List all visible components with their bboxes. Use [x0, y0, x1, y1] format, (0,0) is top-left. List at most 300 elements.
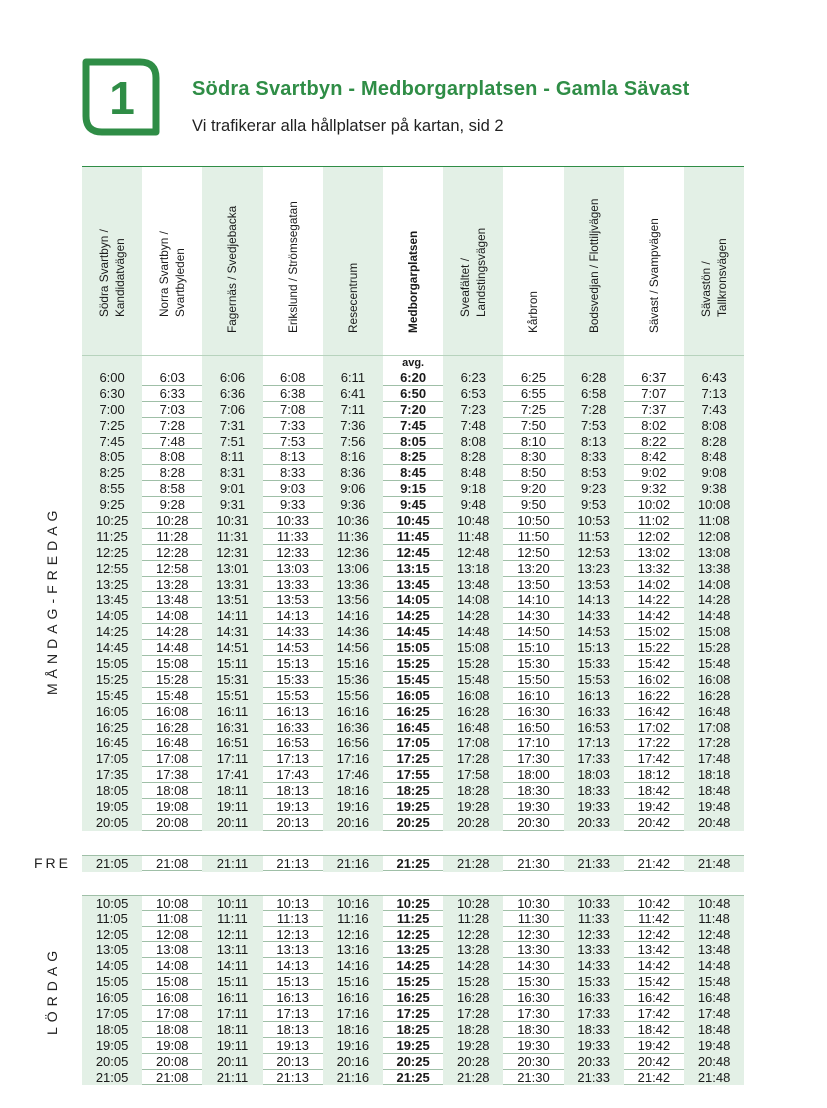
departure-time: 17:16 — [323, 1006, 383, 1022]
departure-time: 10:31 — [202, 513, 262, 529]
departure-time: 14:25 — [82, 624, 142, 640]
departure-time: 9:20 — [520, 481, 547, 497]
departure-time: 16:30 — [517, 703, 550, 719]
departure-time: 19:25 — [396, 799, 430, 815]
stop-header — [323, 167, 383, 355]
departure-time: 20:05 — [82, 1054, 142, 1070]
departure-time: 6:55 — [520, 385, 547, 401]
departure-time: 15:28 — [443, 974, 503, 990]
departure-time: 15:02 — [637, 624, 671, 640]
departure-time: 15:45 — [82, 688, 142, 704]
departure-time: 6:28 — [564, 370, 624, 386]
departure-time: 10:36 — [323, 513, 383, 529]
departure-time: 7:53 — [280, 433, 306, 449]
departure-time: 12:53 — [564, 545, 624, 561]
stop-header — [82, 167, 142, 355]
departure-time: 7:37 — [641, 401, 667, 417]
departure-time: 7:23 — [443, 402, 503, 418]
departure-time: 12:36 — [323, 545, 383, 561]
stop-header — [443, 167, 503, 355]
departure-time: 16:10 — [517, 687, 550, 703]
departure-time: 8:05 — [82, 449, 142, 465]
departure-time: 12:02 — [637, 528, 671, 544]
stop-header — [624, 167, 684, 355]
departure-time: 7:33 — [280, 417, 306, 433]
departure-time: 15:48 — [156, 687, 189, 703]
departure-time: 7:25 — [520, 401, 547, 417]
departure-time: 16:30 — [517, 990, 550, 1006]
departure-time: 7:13 — [684, 386, 744, 402]
departure-time: 17:08 — [443, 735, 503, 751]
departure-time: 20:42 — [637, 814, 671, 830]
departure-time: 10:13 — [276, 895, 309, 911]
departure-time: 11:08 — [684, 513, 744, 529]
departure-time: 14:11 — [202, 958, 262, 974]
departure-time: 8:13 — [564, 434, 624, 450]
route-number: 1 — [109, 72, 135, 124]
departure-time: 9:03 — [280, 481, 306, 497]
departure-time: 18:05 — [82, 1022, 142, 1038]
day-label: FRE — [34, 855, 71, 871]
departure-time: 15:11 — [202, 656, 262, 672]
departure-time: 12:05 — [82, 927, 142, 943]
departure-time: 6:41 — [323, 386, 383, 402]
departure-time: 8:53 — [564, 465, 624, 481]
departure-time: 16:28 — [684, 688, 744, 704]
departure-time: 6:00 — [82, 370, 142, 386]
departure-time: 13:31 — [202, 577, 262, 593]
departure-row — [82, 990, 744, 1006]
departure-time: 6:53 — [443, 386, 503, 402]
stop-name-line: Kandidatvägen — [113, 238, 128, 317]
departure-label: avg. — [402, 357, 425, 369]
departure-time: 16:48 — [443, 720, 503, 736]
departure-time: 6:06 — [202, 370, 262, 386]
departure-time: 12:48 — [684, 927, 744, 943]
departure-row — [82, 751, 744, 767]
departure-time: 16:33 — [276, 719, 309, 735]
stop-name — [586, 199, 602, 333]
departure-time: 20:11 — [202, 815, 262, 831]
departure-time: 8:22 — [641, 433, 667, 449]
departure-time: 7:03 — [159, 401, 185, 417]
departure-time: 7:20 — [400, 401, 427, 417]
departure-time: 11:33 — [276, 528, 309, 544]
departure-time: 14:33 — [564, 608, 624, 624]
departure-time: 17:25 — [396, 751, 430, 767]
departure-time: 18:16 — [323, 1022, 383, 1038]
departure-row — [82, 1022, 744, 1038]
departure-time: 14:56 — [323, 640, 383, 656]
departure-time: 15:16 — [323, 656, 383, 672]
departure-time: 16:22 — [637, 687, 671, 703]
departure-time: 18:05 — [82, 783, 142, 799]
departure-time: 10:25 — [396, 895, 430, 911]
departure-time: 18:16 — [323, 783, 383, 799]
departure-time: 9:45 — [400, 497, 427, 513]
departure-time: 11:08 — [156, 910, 189, 926]
departure-time: 20:42 — [637, 1053, 671, 1069]
departure-time: 17:16 — [323, 751, 383, 767]
departure-time: 8:42 — [641, 449, 667, 465]
departure-time: 20:05 — [82, 815, 142, 831]
departure-time: 19:42 — [637, 1037, 671, 1053]
departure-time: 18:30 — [517, 783, 550, 799]
departure-time: 9:06 — [323, 481, 383, 497]
departure-time: 20:08 — [156, 1053, 189, 1069]
departure-time: 8:33 — [280, 465, 306, 481]
departure-row — [82, 513, 744, 529]
departure-time: 7:28 — [564, 402, 624, 418]
departure-time: 17:11 — [202, 751, 262, 767]
departure-time: 19:11 — [202, 799, 262, 815]
departure-time: 9:50 — [520, 497, 547, 513]
departure-time: 14:28 — [156, 624, 189, 640]
header-row — [82, 166, 744, 355]
stop-name-line: Resecentrum — [345, 262, 360, 333]
departure-time: 14:10 — [517, 592, 550, 608]
departure-time: 13:11 — [202, 942, 262, 958]
departure-time: 13:33 — [276, 576, 309, 592]
departure-time: 17:41 — [202, 767, 262, 783]
stop-header — [263, 167, 323, 355]
departure-time: 19:33 — [564, 799, 624, 815]
departure-time: 10:08 — [684, 497, 744, 513]
departure-time: 14:48 — [443, 624, 503, 640]
departure-time: 14:08 — [684, 577, 744, 593]
departure-time: 9:01 — [202, 481, 262, 497]
stop-name — [156, 231, 188, 317]
departure-time: 15:31 — [202, 672, 262, 688]
departure-time: 12:08 — [156, 926, 189, 942]
departure-row — [82, 1054, 744, 1070]
departure-time: 11:13 — [276, 910, 309, 926]
departure-time: 10:33 — [564, 896, 624, 912]
departure-time: 13:33 — [564, 942, 624, 958]
departure-time: 21:08 — [156, 1069, 189, 1085]
departure-time: 7:25 — [82, 418, 142, 434]
departure-time: 7:48 — [443, 418, 503, 434]
departure-time: 8:48 — [443, 465, 503, 481]
departure-time: 14:30 — [517, 958, 550, 974]
departure-time: 13:32 — [637, 560, 671, 576]
marker-cell — [503, 356, 563, 370]
departure-time: 20:33 — [564, 815, 624, 831]
departure-time: 7:43 — [684, 402, 744, 418]
departure-time: 17:35 — [82, 767, 142, 783]
departure-row — [82, 735, 744, 751]
departure-time: 17:33 — [564, 1006, 624, 1022]
departure-time: 19:16 — [323, 1038, 383, 1054]
departure-time: 18:33 — [564, 783, 624, 799]
departure-time: 10:33 — [276, 513, 309, 529]
departure-time: 15:53 — [276, 687, 309, 703]
departure-time: 8:02 — [641, 417, 667, 433]
departure-time: 14:16 — [323, 958, 383, 974]
departure-time: 11:48 — [443, 529, 503, 545]
departure-time: 20:25 — [396, 1053, 430, 1069]
departure-time: 15:33 — [276, 671, 309, 687]
departure-time: 13:15 — [396, 560, 430, 576]
departure-time: 16:25 — [396, 990, 430, 1006]
departure-time: 8:08 — [159, 449, 185, 465]
departure-time: 6:58 — [564, 386, 624, 402]
departure-time: 15:42 — [637, 974, 671, 990]
departure-time: 20:33 — [564, 1054, 624, 1070]
departure-time: 20:16 — [323, 815, 383, 831]
departure-time: 14:48 — [684, 958, 744, 974]
departure-time: 18:48 — [684, 783, 744, 799]
departure-time: 9:02 — [641, 465, 667, 481]
departure-time: 10:05 — [82, 896, 142, 912]
stop-name-line: Tallkronsvägen — [715, 238, 730, 317]
departure-time: 6:11 — [323, 370, 383, 386]
departure-time: 13:38 — [684, 561, 744, 577]
departure-time: 12:28 — [443, 927, 503, 943]
stop-name-line: Sävast / Svampvägen — [646, 218, 661, 333]
departure-time: 10:11 — [202, 896, 262, 912]
departure-time: 17:38 — [156, 767, 189, 783]
departure-time: 18:30 — [517, 1021, 550, 1037]
departure-time: 13:48 — [684, 942, 744, 958]
departure-time: 19:11 — [202, 1038, 262, 1054]
departure-time: 21:28 — [443, 1070, 503, 1086]
departure-time: 17:28 — [684, 735, 744, 751]
departure-time: 16:08 — [156, 703, 189, 719]
departure-row — [82, 529, 744, 545]
departure-time: 14:45 — [82, 640, 142, 656]
departure-time: 21:30 — [517, 855, 550, 871]
departure-time: 20:13 — [276, 814, 309, 830]
departure-row — [82, 911, 744, 927]
departure-row — [82, 720, 744, 736]
departure-time: 11:02 — [638, 513, 670, 529]
departure-time: 14:02 — [637, 576, 671, 592]
departure-row — [82, 672, 744, 688]
departure-time: 16:42 — [637, 990, 671, 1006]
departure-time: 21:13 — [276, 1069, 309, 1085]
departure-time: 18:33 — [564, 1022, 624, 1038]
stop-name-line: Medborgarplatsen — [406, 230, 421, 333]
departure-time: 10:48 — [443, 513, 503, 529]
departure-time: 10:48 — [684, 896, 744, 912]
departure-time: 20:48 — [684, 1054, 744, 1070]
departure-time: 9:33 — [280, 497, 306, 513]
stop-header — [202, 167, 262, 355]
departure-time: 13:28 — [156, 576, 189, 592]
departure-time: 15:56 — [323, 688, 383, 704]
departure-time: 14:25 — [396, 958, 430, 974]
departure-time: 14:50 — [517, 624, 550, 640]
departure-time: 10:25 — [82, 513, 142, 529]
departure-time: 6:30 — [82, 386, 142, 402]
departure-time: 19:30 — [517, 799, 550, 815]
departure-time: 16:42 — [637, 703, 671, 719]
departure-time: 13:25 — [396, 942, 430, 958]
departure-time: 17:58 — [443, 767, 503, 783]
departure-time: 7:36 — [323, 418, 383, 434]
departure-time: 21:33 — [564, 1070, 624, 1086]
departure-time: 15:25 — [82, 672, 142, 688]
departure-time: 21:11 — [202, 1070, 262, 1086]
departure-time: 19:16 — [323, 799, 383, 815]
departure-time: 15:05 — [82, 656, 142, 672]
departure-time: 13:48 — [443, 577, 503, 593]
departure-time: 21:16 — [323, 856, 383, 872]
departure-time: 15:28 — [684, 640, 744, 656]
departure-time: 18:42 — [637, 783, 671, 799]
route-subtitle: Vi trafikerar alla hållplatser på kartan, sid 2 — [192, 117, 504, 135]
departure-time: 10:16 — [323, 896, 383, 912]
departure-row — [82, 815, 744, 831]
departure-time: 9:38 — [684, 481, 744, 497]
departure-time: 15:53 — [564, 672, 624, 688]
departure-time: 7:45 — [82, 434, 142, 450]
stop-name — [405, 231, 421, 333]
departure-time: 20:28 — [443, 1054, 503, 1070]
departure-time: 7:48 — [159, 433, 185, 449]
departure-time: 13:05 — [82, 942, 142, 958]
departure-time: 6:43 — [684, 370, 744, 386]
departure-row — [82, 1038, 744, 1054]
departure-time: 20:48 — [684, 815, 744, 831]
stop-name-line: Fagernäs / Svedjebacka — [225, 205, 240, 333]
departure-time: 21:42 — [637, 855, 671, 871]
departure-time: 6:50 — [400, 385, 427, 401]
departure-time: 17:42 — [637, 1005, 671, 1021]
departure-time: 6:23 — [443, 370, 503, 386]
departure-time: 17:55 — [396, 767, 430, 783]
departure-time: 17:42 — [637, 751, 671, 767]
departure-row — [82, 608, 744, 624]
departure-time: 20:08 — [156, 814, 189, 830]
departure-time: 16:48 — [684, 704, 744, 720]
departure-time: 10:30 — [517, 895, 550, 911]
departure-time: 17:28 — [443, 1006, 503, 1022]
departure-time: 21:28 — [443, 856, 503, 872]
departure-time: 15:05 — [82, 974, 142, 990]
departure-time: 16:48 — [156, 735, 189, 751]
departure-time: 11:45 — [396, 528, 430, 544]
departure-row — [82, 895, 744, 911]
departure-time: 21:30 — [517, 1069, 550, 1085]
departure-row — [82, 434, 744, 450]
departure-time: 14:51 — [202, 640, 262, 656]
departure-time: 12:16 — [323, 927, 383, 943]
route-number-logo — [82, 58, 160, 136]
stop-header — [684, 167, 744, 355]
departure-time: 16:53 — [276, 735, 309, 751]
departure-time: 18:00 — [517, 767, 550, 783]
departure-time: 13:16 — [323, 942, 383, 958]
departure-time: 14:13 — [276, 608, 309, 624]
departure-time: 13:03 — [276, 560, 309, 576]
departure-time: 15:22 — [637, 640, 671, 656]
departure-time: 13:28 — [443, 942, 503, 958]
timetable-section — [82, 855, 744, 871]
departure-time: 12:33 — [276, 544, 309, 560]
departure-time: 21:11 — [202, 856, 262, 872]
departure-time: 13:02 — [637, 544, 671, 560]
departure-time: 13:42 — [637, 942, 671, 958]
departure-time: 16:25 — [82, 720, 142, 736]
departure-row — [82, 418, 744, 434]
departure-time: 10:42 — [637, 895, 671, 911]
departure-time: 8:08 — [443, 434, 503, 450]
departure-time: 9:31 — [202, 497, 262, 513]
departure-time: 13:56 — [323, 592, 383, 608]
departure-time: 10:50 — [517, 513, 550, 529]
stop-name-line: Kårbron — [526, 291, 541, 333]
departure-time: 11:11 — [202, 911, 262, 927]
departure-time: 14:31 — [202, 624, 262, 640]
departure-time: 11:53 — [564, 529, 624, 545]
departure-time: 20:13 — [276, 1053, 309, 1069]
departure-time: 15:08 — [684, 624, 744, 640]
departure-time: 21:33 — [564, 856, 624, 872]
departure-time: 16:13 — [276, 990, 309, 1006]
departure-time: 7:11 — [323, 402, 383, 418]
stop-name — [96, 229, 128, 317]
departure-time: 21:08 — [156, 855, 189, 871]
departure-time: 8:45 — [400, 465, 427, 481]
departure-time: 14:13 — [564, 592, 624, 608]
departure-time: 6:33 — [159, 385, 185, 401]
departure-time: 15:08 — [156, 974, 189, 990]
departure-time: 14:53 — [276, 640, 309, 656]
departure-time: 19:05 — [82, 1038, 142, 1054]
departure-time: 11:48 — [684, 911, 744, 927]
marker-cell — [564, 356, 624, 370]
departure-time: 14:42 — [637, 958, 671, 974]
departure-time: 12:30 — [517, 926, 550, 942]
departure-time: 12:11 — [202, 927, 262, 943]
departure-time: 13:08 — [156, 942, 189, 958]
marker-cell — [263, 356, 323, 370]
departure-time: 15:42 — [637, 656, 671, 672]
departure-time: 13:18 — [443, 561, 503, 577]
departure-time: 11:30 — [517, 910, 550, 926]
departure-time: 9:18 — [443, 481, 503, 497]
departure-time: 15:33 — [564, 974, 624, 990]
departure-time: 18:28 — [443, 1022, 503, 1038]
departure-time: 9:53 — [564, 497, 624, 513]
departure-time: 7:50 — [520, 417, 547, 433]
departure-row — [82, 855, 744, 871]
departure-row — [82, 370, 744, 386]
departure-time: 15:13 — [276, 974, 309, 990]
departure-time: 10:08 — [156, 895, 189, 911]
departure-time: 19:30 — [517, 1037, 550, 1053]
departure-time: 13:53 — [276, 592, 309, 608]
marker-cell — [202, 356, 262, 370]
departure-time: 6:03 — [159, 370, 185, 385]
departure-time: 12:45 — [396, 544, 430, 560]
stop-header — [142, 167, 202, 355]
departure-time: 18:11 — [202, 1022, 262, 1038]
departure-time: 15:25 — [396, 974, 430, 990]
departure-time: 9:08 — [684, 465, 744, 481]
stop-header — [503, 167, 563, 355]
departure-time: 7:31 — [202, 418, 262, 434]
departure-time: 15:16 — [323, 974, 383, 990]
departure-time: 8:13 — [280, 449, 306, 465]
departure-time: 12:25 — [82, 545, 142, 561]
departure-time: 17:30 — [517, 751, 550, 767]
departure-time: 16:28 — [443, 990, 503, 1006]
departure-time: 6:36 — [202, 386, 262, 402]
departure-time: 14:13 — [276, 958, 309, 974]
